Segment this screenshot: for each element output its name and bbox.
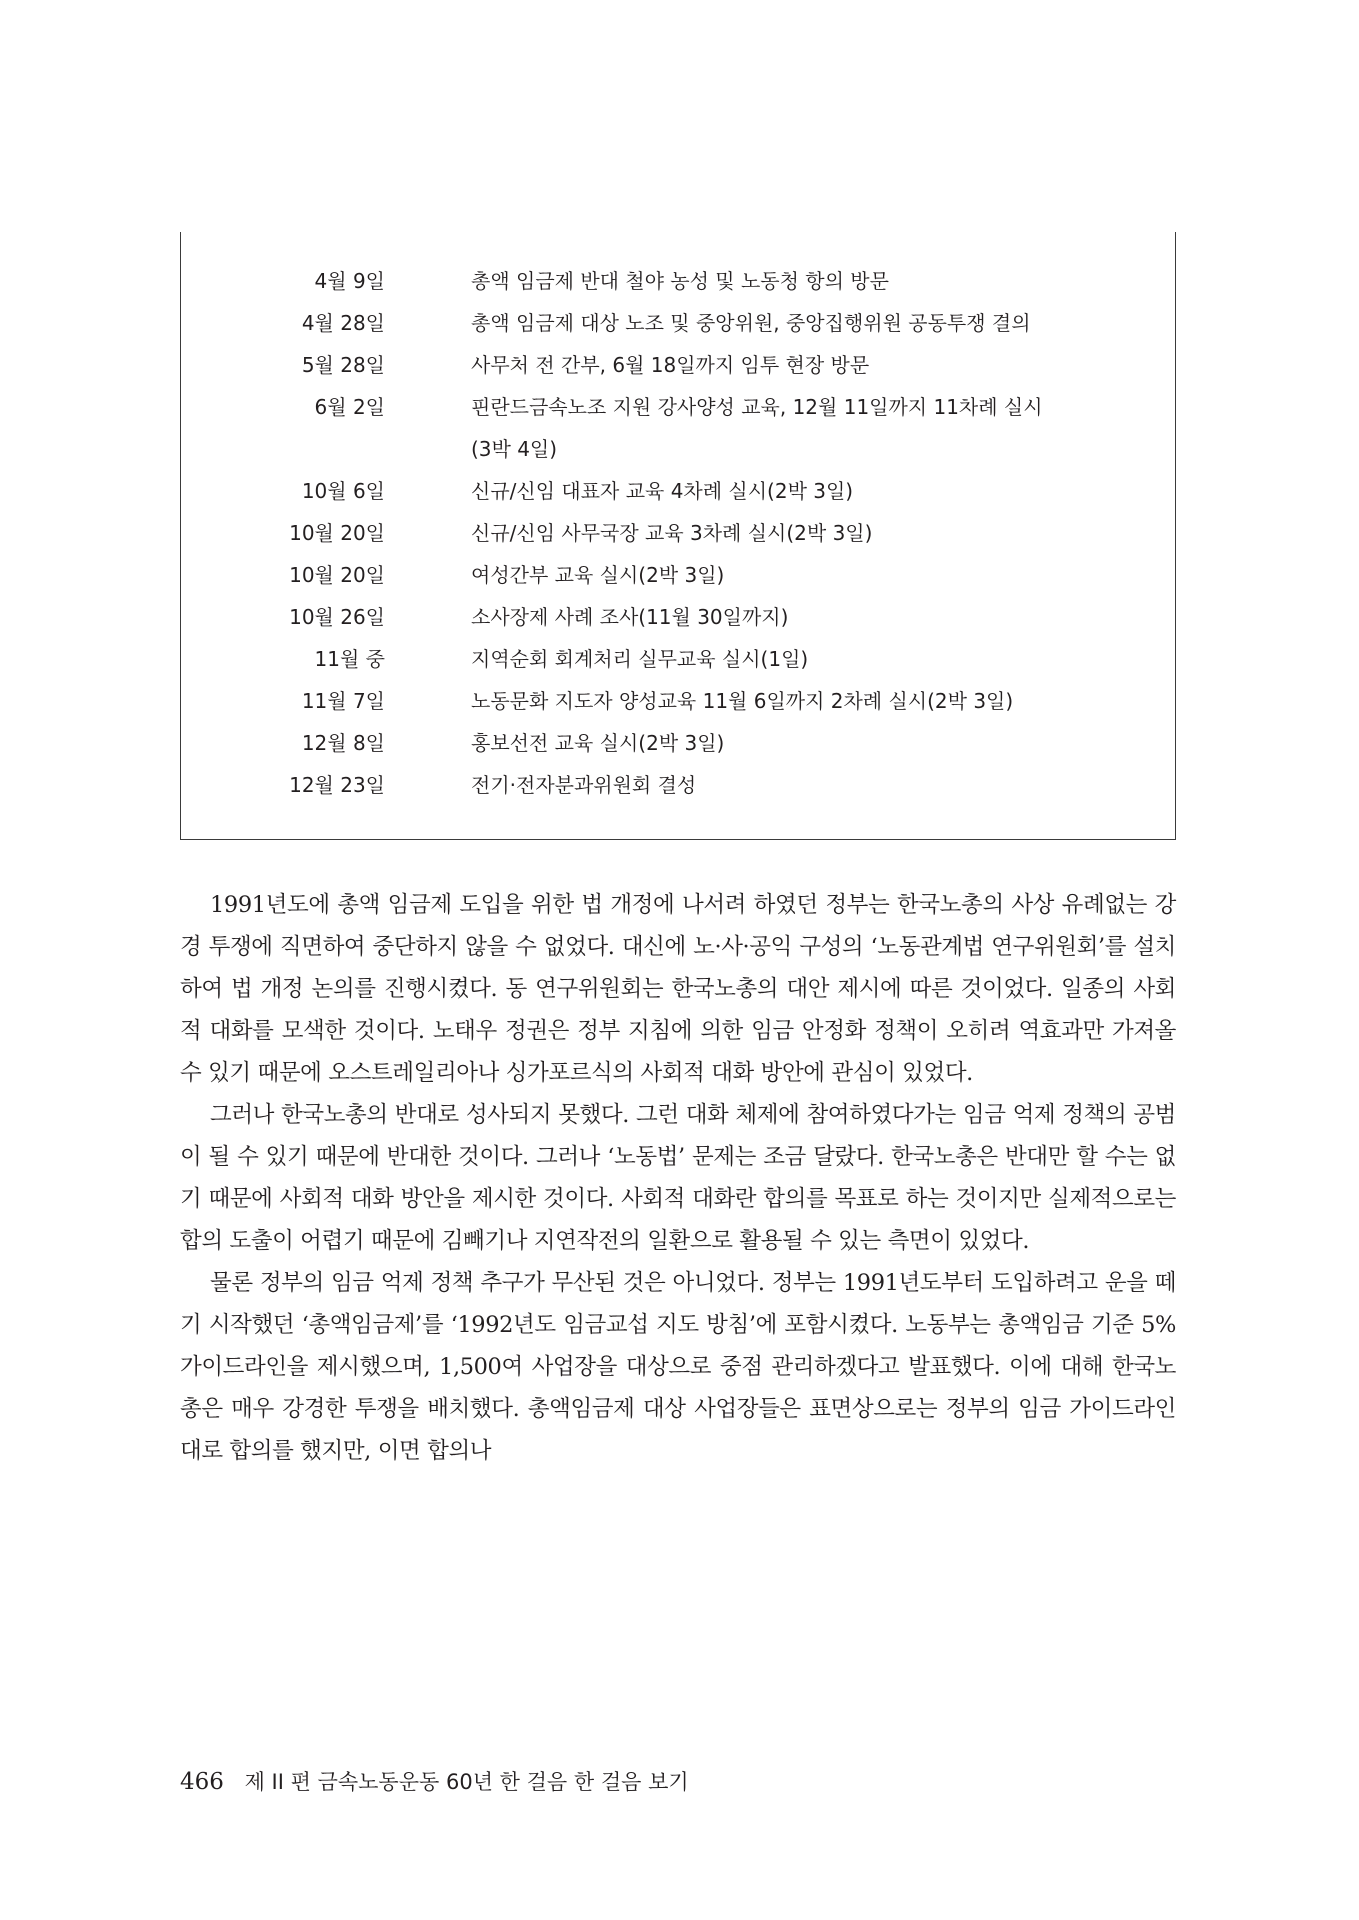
body-text — [180, 884, 1176, 1472]
chronology-date: 5월 28일 — [301, 353, 385, 377]
body-paragraph: 1991년도에 총액 임금제 도입을 위한 법 개정에 나서려 하였던 정부는 한국노총의 사상 유례없는 강경 투쟁에 직면하여 중단하지 않을 수 없었다. 대신에 노·사·공익 구성의 ‘노동관계법 연구위원회’를 설치하여 법 개정 논의를 진행시켰다. 동 연구위원회는 한국노총의 대안 제시에 따른 것이었다. 일종의 사회적 대화를 모색한 것이다. 노태우 정권은 정부 지침에 의한 임금 안정화 정책이 오히려 역효과만 가져올 수 있기 때문에 오스트레일리아나 싱가포르식의 사회적 대화 방안에 관심이 있었다. — [180, 892, 1176, 1086]
chronology-event: 노동문화 지도자 양성교육 11월 6일까지 2차례 실시(2박 3일) — [471, 689, 1014, 713]
chronology-date: 10월 20일 — [289, 521, 385, 545]
chronology-date: 10월 6일 — [301, 479, 385, 503]
chronology-date: 6월 2일 — [314, 395, 385, 419]
chronology-date: 10월 20일 — [289, 563, 385, 587]
chronology-event: 신규/신임 대표자 교육 4차례 실시(2박 3일) — [471, 479, 854, 503]
chronology-event: 여성간부 교육 실시(2박 3일) — [471, 563, 725, 587]
chronology-box — [180, 232, 1176, 840]
chronology-event: 총액 임금제 대상 노조 및 중앙위원, 중앙집행위원 공동투쟁 결의 — [471, 311, 1031, 335]
page-number: 466 — [180, 1769, 224, 1795]
chronology-event: 홍보선전 교육 실시(2박 3일) — [471, 731, 725, 755]
chronology-date: 11월 중 — [314, 647, 385, 671]
chronology-event — [471, 392, 1161, 464]
section-title: 제 II 편 금속노동운동 60년 한 걸음 한 걸음 보기 — [244, 1770, 689, 1794]
chronology-event-continuation: (3박 4일) — [471, 437, 558, 461]
body-paragraph: 그러나 한국노총의 반대로 성사되지 못했다. 그런 대화 체제에 참여하였다가는 임금 억제 정책의 공범이 될 수 있기 때문에 반대한 것이다. 그러나 ‘노동법’ 문제는 조금 달랐다. 한국노총은 반대만 할 수는 없기 때문에 사회적 대화 방안을 제시한 것이다. 사회적 대화란 합의를 목표로 하는 것이지만 실제적으로는 합의 도출이 어렵기 때문에 김빼기나 지연작전의 일환으로 활용될 수 있는 측면이 있었다. — [180, 1102, 1176, 1254]
chronology-date: 11월 7일 — [301, 689, 385, 713]
chronology-event: 전기·전자분과위원회 결성 — [471, 773, 697, 797]
chronology-date: 4월 9일 — [314, 269, 385, 293]
chronology-event: 소사장제 사례 조사(11월 30일까지) — [471, 605, 789, 629]
chronology-event: 지역순회 회계처리 실무교육 실시(1일) — [471, 647, 809, 671]
chronology-event: 신규/신임 사무국장 교육 3차례 실시(2박 3일) — [471, 521, 873, 545]
chronology-date: 12월 8일 — [301, 731, 385, 755]
page-footer — [180, 1766, 689, 1796]
chronology-date: 12월 23일 — [289, 773, 385, 797]
chronology-event: 사무처 전 간부, 6월 18일까지 임투 현장 방문 — [471, 353, 870, 377]
chronology-date: 4월 28일 — [301, 311, 385, 335]
chronology-event-line: 핀란드금속노조 지원 강사양성 교육, 12월 11일까지 11차례 실시 — [471, 395, 1043, 419]
chronology-event: 총액 임금제 반대 철야 농성 및 노동청 항의 방문 — [471, 269, 889, 293]
chronology-date: 10월 26일 — [289, 605, 385, 629]
body-paragraph: 물론 정부의 임금 억제 정책 추구가 무산된 것은 아니었다. 정부는 1991년도부터 도입하려고 운을 떼기 시작했던 ‘총액임금제’를 ‘1992년도 임금교섭 지도 방침’에 포함시켰다. 노동부는 총액임금 기준 5% 가이드라인을 제시했으며, 1,500여 사업장을 대상으로 중점 관리하겠다고 발표했다. 이에 대해 한국노총은 매우 강경한 투쟁을 배치했다. 총액임금제 대상 사업장들은 표면상으로는 정부의 임금 가이드라인대로 합의를 했지만, 이면 합의나 — [180, 1270, 1176, 1464]
